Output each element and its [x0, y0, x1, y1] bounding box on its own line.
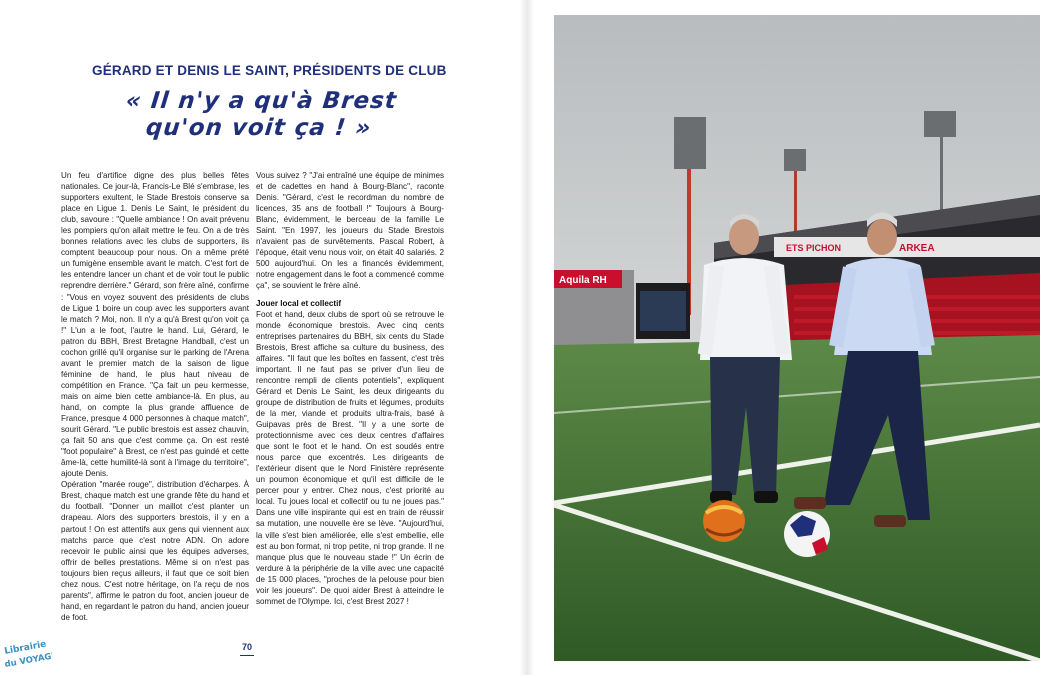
watermark-line-1: Librairie: [3, 639, 48, 657]
quote-title-line-1: « Il n'y a qu'à Brest: [124, 88, 399, 114]
article-kicker: GÉRARD ET DENIS LE SAINT, PRÉSIDENTS DE CLUB: [92, 63, 447, 78]
librairie-watermark-logo: [2, 633, 52, 673]
quote-title-line-2: qu'on voit ça ! »: [144, 115, 373, 141]
stand-signage-right: ARKEA: [899, 243, 935, 254]
paragraph: Vous suivez ? "J'ai entraîné une équipe de minimes et de cadettes en hand à Bourg-Blanc", raconte Denis. "Gérard, c'est le recordman du nombre de licences, 35 ans de football !" Toujours à Bourg-Blanc, évidemment, le berceau de la famille Le Saint. "En 1997, les joueurs du Stade Brestois n'avaient pas de survêtements. Pascal Robert, à l'époque, était venu nous voir, on était 40 salariés. 2 500 aujourd'hui. On les a financés évidemment, notre engagement dans le foot a commencé comme ça", se souvient le frère aîné.: [256, 171, 444, 291]
section-subhead: Jouer local et collectif: [256, 298, 342, 308]
paragraph: Un feu d'artifice digne des plus belles fêtes nationales. Ce jour-là, Francis-Le Blé s'embrase, les supporters exultent, le Stade Brestois conserve sa place en Ligue 1. Denis Le Saint, le président du club, savoure : "Quelle ambiance ! On avait prévenu les pompiers qu'on allait mettre le feu. On a de très bonnes relations avec les clubs de supporters, ils comptent beaucoup pour nous. On a même prété un fumigène ensemble avant le match. C'est fort de les entendre lancer un chant et de voir tout le public reprendre derrière." Gérard, son frère aîné, confirme : "Vous en voyez souvent des présidents de clubs de Ligue 1 boire un coup avec les supporters avant le match ? Moi, non. Il n'y a qu'à Brest qu'on voit ça !" L'un a le foot, l'autre le hand. Lui, Gérard, le patron du BBH, Brest Bretagne Handball, c'est un cochon grillé qu'il organise sur le parking de l'Arena avant le premier match de la saison de ligue féminine de hand, le plus haut niveau de compétition en France. "Ça fait un peu kermesse, mais on aime bien cette ambiance-là. En plus, au hand, on compte la plus grande affluence de France, presque 4 000 personnes à chaque match", sourit Gérard. "Le public brestois est assez chauvin, ça fait 50 ans que c'est comme ça. On est resté "foot populaire" à Brest, ce n'est pas guindé et cette âme-là, cette humilité-là sont à l'image du territoire", ajoute Denis.: [61, 171, 249, 479]
article-quote-title: [97, 88, 423, 142]
left-page: [0, 0, 520, 675]
watermark-line-2: du VOYAGE: [3, 650, 52, 670]
page-gutter: [520, 0, 534, 675]
paragraph: Opération "marée rouge", distribution d'écharpes. À Brest, chaque match est une grande fête du hand et du football. "Donner un maillot c'est planter un drapeau. Alors des supporters brestois, il y en a partout ! On est attentifs aux gens qui viennent aux matchs parce que c'est notre ADN. On adore recevoir le public ainsi que les équipes adverses, offrir de belles prestations. Même si on n'est pas toujours bien reçus ailleurs, il faut que ce soit bien chez nous. C'est notre héritage, on l'a reçu de nos parents", affirme le patron du foot, ancien joueur de hand, en regardant le patron du hand, ancien joueur de foot.: [61, 480, 249, 622]
paragraph: Foot et hand, deux clubs de sport où se retrouve le monde économique brestois. Avec cinq cents entreprises partenaires du BBH, six cents du Stade Brestois, Brest affiche sa culture du business, des affaires. "Il faut que les boîtes en fassent, c'est très important. Il ne faut pas se priver d'un lieu de rencontre rempli de clients potentiels", expliquent Gérard et Denis Le Saint, les deux dirigeants du groupe de distribution de fruits et légumes, produits de la mer, viande et produits ultra-frais, basé à Guipavas près de Brest. "Il y a une sorte de protectionnisme avec ces deux centres d'affaires que sont le foot et le hand. On est soudés entre nous parce que excentrés. Les dirigeants de l'extérieur disent que le Nord Finistère représente un poumon économique et qu'il est difficile de le percer pour y entrer. Chez nous, c'est priorité au local. Tu joues local et collectif ou tu ne joues pas." Dans une ville inspirante qui est en train de réussir sa mutation, une nouvelle ère se lève. "Aujourd'hui, la ville s'est bien améliorée, elle s'est embellie, elle est au bon format, ni trop petite, ni trop grande. Il ne manque plus que le nouveau stade !" Un écrin de verdure à la périphérie de la ville avec une capacité de 15 000 places, "proches de la pelouse pour bien voir les joueurs". De quoi aider Brest à atteindre le sommet de l'Olympe. Ici, c'est Brest 2027 !: [256, 309, 444, 606]
text-column-2: [256, 170, 444, 626]
page-number: 70: [232, 642, 262, 652]
stand-signage-center: ETS PICHON: [786, 243, 842, 253]
orange-handball: [703, 500, 745, 542]
stand-signage-left: Aquila RH: [559, 275, 607, 286]
white-football: [784, 511, 830, 557]
stadium-photo: [554, 15, 1040, 661]
text-column-1: [61, 170, 249, 626]
